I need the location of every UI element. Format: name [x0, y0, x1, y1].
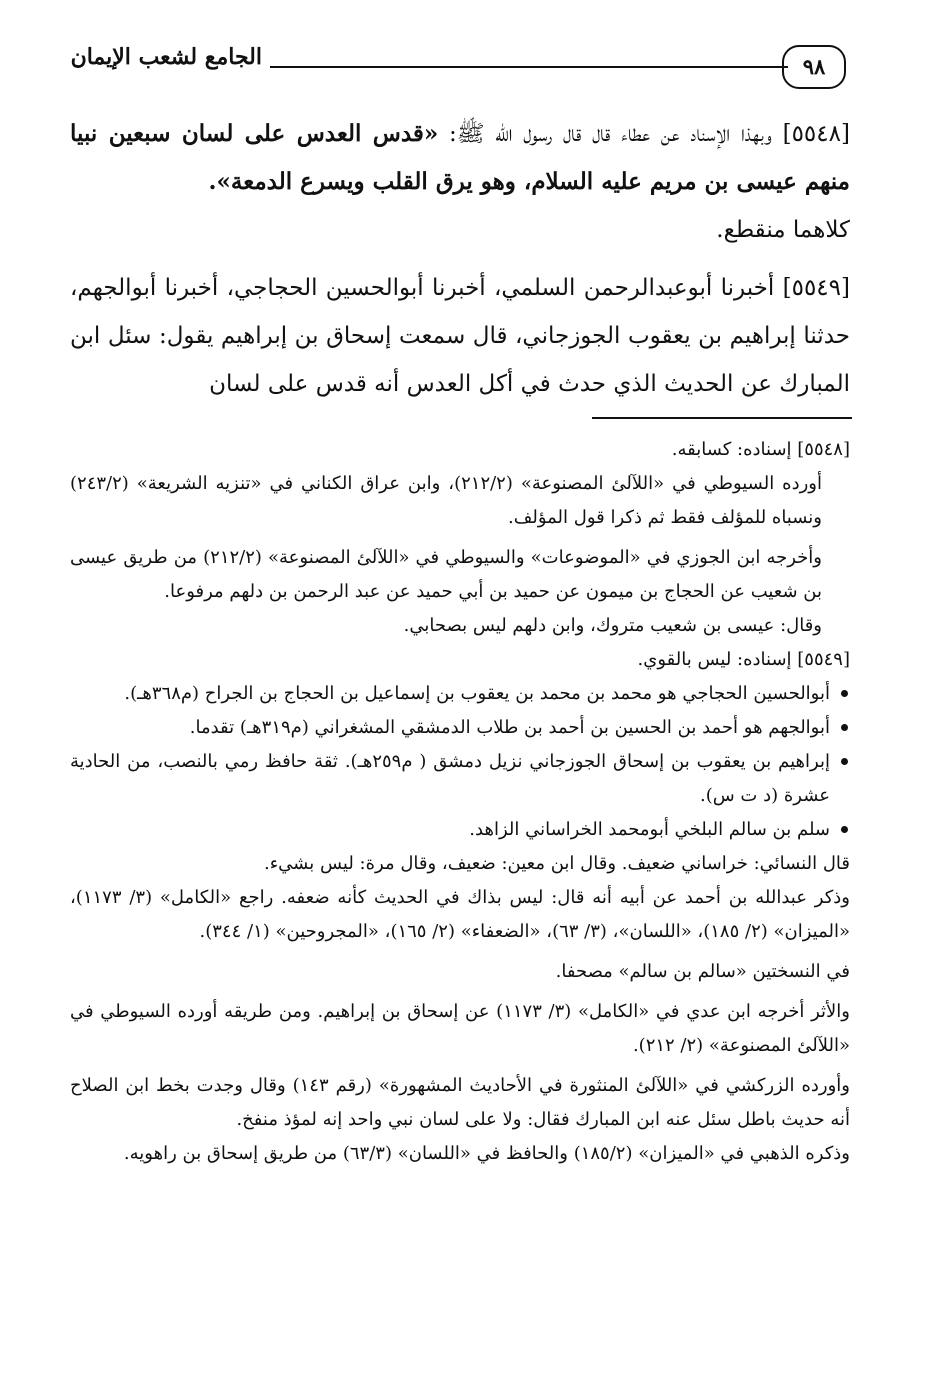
note-abdallah: وذكر عبدالله بن أحمد عن أبيه أنه قال: ليس بذاك في الحديث كأنه ضعفه. راجع «الكامل» (٣/ ١١٧٣)، «الميزان» (٢/ ١٨٥)، «اللسان»، (٣/ ٦٣)، «الضعفاء» (٢/ ١٦٥)، «المجروحين» (١/ ٣٤٤). — [70, 887, 850, 942]
header-rule — [270, 66, 788, 68]
hadith-5549: [٥٥٤٩] أخبرنا أبوعبدالرحمن السلمي، أخبرنا أبوالحسين الحجاجي، أخبرنا أبوالجهم، حدثنا إبراهيم بن يعقوب الجوزجاني، قال سمعت إسحاق بن إبراهيم يقول: سئل ابن المبارك عن الحديث الذي حدث في أكل العدس أنه قدس على لسان — [70, 275, 850, 397]
hadith-5548-quote: «قدس العدس على لسان سبعين نبيا منهم عيسى بن مريم عليه السلام، وهو يرق القلب ويسرع الدمعة». — [70, 120, 850, 195]
ruling-line: كلاهما منقطع. — [716, 217, 850, 243]
footnote-rule — [592, 417, 852, 419]
note-5548-sources: أورده السيوطي في «اللآلئ المصنوعة» (٢١٢/٢)، وابن عراق الكناني في «تنزيه الشريعة» (٢٤٣/٢) ونسباه للمؤلف فقط ثم ذكرا قول المؤلف. — [70, 473, 822, 528]
running-header-title: الجامع لشعب الإيمان — [70, 44, 262, 70]
note-zarkashi: وأورده الزركشي في «اللآلئ المنثورة في الأحاديث المشهورة» (رقم ١٤٣) وقال وجدت بخط ابن الصلاح أنه حديث باطل سئل عنه ابن المبارك فقال: ولا على لسان نبي واحد إنه لمؤذ منفخ. — [70, 1075, 850, 1130]
note-5549-heading: [٥٥٤٩] إسناده: ليس بالقوي. — [637, 649, 850, 670]
main-text — [70, 110, 850, 408]
hadith-5548-lead: [٥٥٤٨] وبهذا الإسناد عن عطاء قال قال رسول الله ﷺ: — [438, 121, 850, 147]
narrator-item: أبوالجهم هو أحمد بن الحسين بن أحمد بن طلاب الدمشقي المشغراني (م٣١٩هـ) تقدما. — [70, 711, 850, 745]
page-number: ٩٨ — [782, 45, 846, 89]
hadith-5548 — [70, 110, 850, 206]
bullet-icon — [841, 724, 848, 731]
note-manuscripts: في النسختين «سالم بن سالم» مصحفا. — [555, 961, 850, 982]
bullet-icon — [841, 690, 848, 697]
bullet-icon — [841, 758, 848, 765]
narrator-list — [70, 677, 850, 847]
note-5548-verdict: وقال: عيسى بن شعيب متروك، وابن دلهم ليس بصحابي. — [403, 615, 822, 636]
narrator-item: أبوالحسين الحجاجي هو محمد بن محمد بن يعقوب بن إسماعيل بن الحجاج بن الجراح (م٣٦٨هـ). — [70, 677, 850, 711]
note-nasai: قال النسائي: خراساني ضعيف. وقال ابن معين: ضعيف، وقال مرة: ليس بشيء. — [263, 853, 850, 874]
note-5548-heading: [٥٥٤٨] إسناده: كسابقه. — [671, 439, 850, 460]
narrator-item: سلم بن سالم البلخي أبومحمد الخراساني الزاهد. — [70, 813, 850, 847]
footnotes — [70, 433, 850, 1171]
note-athar: والأثر أخرجه ابن عدي في «الكامل» (٣/ ١١٧٣) عن إسحاق بن إبراهيم. ومن طريقه أورده السيوطي في «اللآلئ المصنوعة» (٢/ ٢١٢). — [70, 1001, 850, 1056]
narrator-item: إبراهيم بن يعقوب بن إسحاق الجوزجاني نزيل دمشق ( م٢٥٩هـ). ثقة حافظ رمي بالنصب، من الحادية عشرة (د ت س). — [70, 745, 850, 813]
note-5548-ibn-jawzi: وأخرجه ابن الجوزي في «الموضوعات» والسيوطي في «اللآلئ المصنوعة» (٢١٢/٢) من طريق عيسى بن شعيب عن الحجاج بن ميمون عن حميد بن أبي حميد عن عبد الرحمن بن دلهم مرفوعا. — [70, 547, 822, 602]
note-dhahabi: وذكره الذهبي في «الميزان» (١٨٥/٢) والحافظ في «اللسان» (٦٣/٣) من طريق إسحاق بن راهويه. — [123, 1143, 850, 1164]
bullet-icon — [841, 826, 848, 833]
